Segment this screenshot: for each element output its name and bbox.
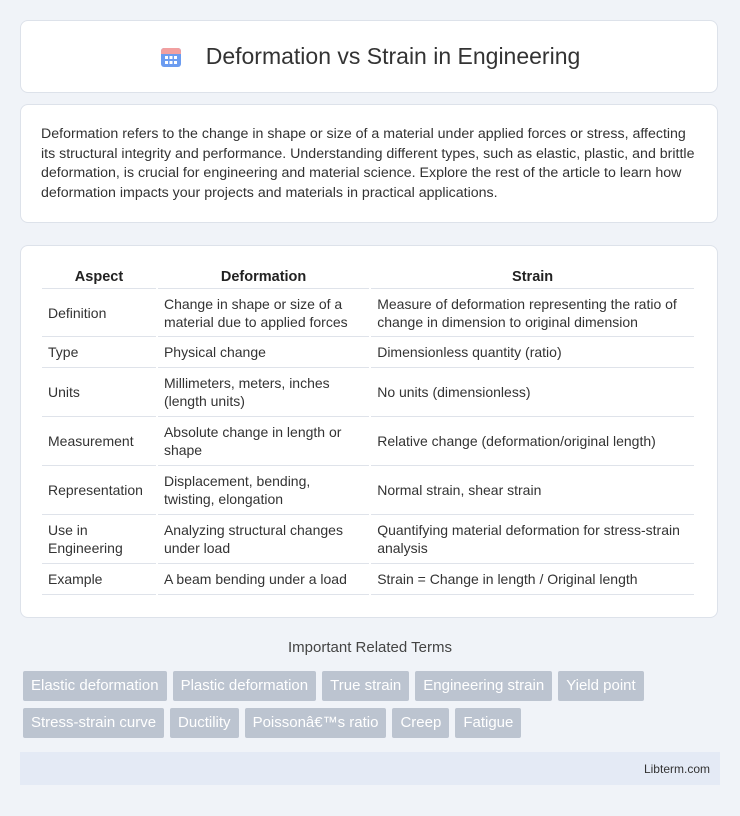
table-cell: Definition [42, 289, 156, 337]
related-terms-title: Important Related Terms [288, 639, 452, 656]
table-cell: Dimensionless quantity (ratio) [371, 337, 694, 368]
comparison-table-card [20, 245, 718, 618]
related-term-chip[interactable]: Stress-strain curve [23, 708, 164, 738]
footer [20, 752, 720, 785]
table-cell: A beam bending under a load [158, 564, 369, 595]
table-cell: Normal strain, shear strain [371, 466, 694, 515]
table-cell: Change in shape or size of a material due to applied forces [158, 289, 369, 337]
related-term-chip[interactable]: Engineering strain [415, 671, 552, 701]
table-row [42, 564, 694, 595]
table-cell: Example [42, 564, 156, 595]
table-cell: Measure of deformation representing the ratio of change in dimension to original dimension [371, 289, 694, 337]
calendar-icon [158, 44, 184, 70]
table-cell: Strain = Change in length / Original length [371, 564, 694, 595]
header-deformation: Deformation [158, 266, 369, 289]
table-row [42, 337, 694, 368]
table-cell: Absolute change in length or shape [158, 417, 369, 466]
table-row [42, 368, 694, 417]
table-cell: Physical change [158, 337, 369, 368]
table-cell: Quantifying material deformation for stress-strain analysis [371, 515, 694, 564]
table-cell: No units (dimensionless) [371, 368, 694, 417]
table-row [42, 515, 694, 564]
table-cell: Analyzing structural changes under load [158, 515, 369, 564]
footer-brand-link[interactable]: Libterm.com [643, 761, 710, 776]
table-cell: Displacement, bending, twisting, elongation [158, 466, 369, 515]
related-term-chip[interactable]: Ductility [170, 708, 239, 738]
related-term-chip[interactable]: Yield point [558, 671, 644, 701]
table-row [42, 289, 694, 337]
related-term-chip[interactable]: Elastic deformation [23, 671, 167, 701]
title-wrap [158, 43, 581, 70]
header-strain: Strain [371, 266, 694, 289]
table-row [42, 466, 694, 515]
table-cell: Use in Engineering [42, 515, 156, 564]
related-term-chip[interactable]: Fatigue [455, 708, 521, 738]
page-title: Deformation vs Strain in Engineering [205, 43, 581, 69]
header-aspect: Aspect [42, 266, 156, 289]
intro-text: Deformation refers to the change in shape or size of a material under applied forces or stress, affecting its structural integrity and performance. Understanding different types, such as elastic, plastic, and brittle deformation, is crucial for engineering and material science. Explore the rest of the article to learn how deformation impacts your projects and materials in practical applications. [41, 126, 695, 201]
comparison-table [40, 266, 696, 595]
table-cell: Representation [42, 466, 156, 515]
table-cell: Units [42, 368, 156, 417]
related-term-chip[interactable]: True strain [322, 671, 409, 701]
table-cell: Relative change (deformation/original length) [371, 417, 694, 466]
table-cell: Measurement [42, 417, 156, 466]
table-header-row [42, 266, 694, 289]
header-card [20, 20, 718, 93]
table-cell: Millimeters, meters, inches (length units) [158, 368, 369, 417]
related-term-chip[interactable]: Creep [392, 708, 449, 738]
intro-card [20, 104, 718, 223]
related-term-chip[interactable]: Poissonâ€™s ratio [245, 708, 387, 738]
table-row [42, 417, 694, 466]
table-cell: Type [42, 337, 156, 368]
related-term-chip[interactable]: Plastic deformation [173, 671, 317, 701]
related-terms-list [23, 671, 723, 745]
